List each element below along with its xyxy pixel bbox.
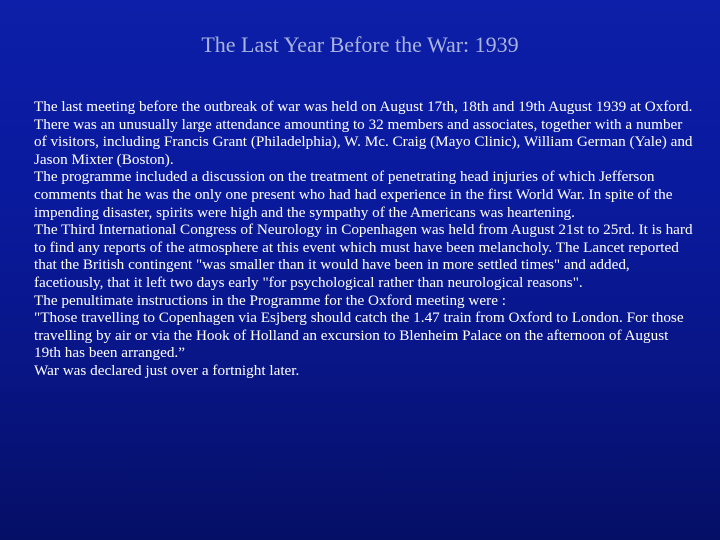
paragraph-oxford-meeting: The last meeting before the outbreak of war was held on August 17th, 18th and 19th August 1939 at Oxford. There was an unusually large attendance amounting to 32 members and associates, together with a number of visitors, including Francis Grant (Philadelphia), W. Mc. Craig (Mayo Clinic), William German (Yale) and Jason Mixter (Boston). [34, 98, 693, 168]
paragraph-copenhagen-congress: The Third International Congress of Neurology in Copenhagen was held from August 21st to 25rd. It is hard to find any reports of the atmosphere at this event which must have been melancholy. The Lancet reported that the British contingent "was smaller than it would have been in more settled times" and added, facetiously, that it left two days early "for psychological rather than neurological reasons". [34, 221, 693, 291]
paragraph-instructions-intro: The penultimate instructions in the Programme for the Oxford meeting were : [34, 291, 506, 309]
slide-body [34, 98, 694, 380]
paragraph-programme: The programme included a discussion on the treatment of penetrating head injuries of which Jefferson comments that he was the only one present who had had experience in the first World War. In spite of the impending disaster, spirits were high and the sympathy of the Americans was heartening. [34, 168, 673, 221]
paragraph-instructions-quote: "Those travelling to Copenhagen via Esjberg should catch the 1.47 train from Oxford to London. For those travelling by air or via the Hook of Holland an excursion to Blenheim Palace on the afternoon of August 19th has been arranged.” [34, 309, 684, 362]
paragraph-war-declared: War was declared just over a fortnight later. [34, 361, 300, 379]
slide-title: The Last Year Before the War: 1939 [201, 32, 519, 57]
